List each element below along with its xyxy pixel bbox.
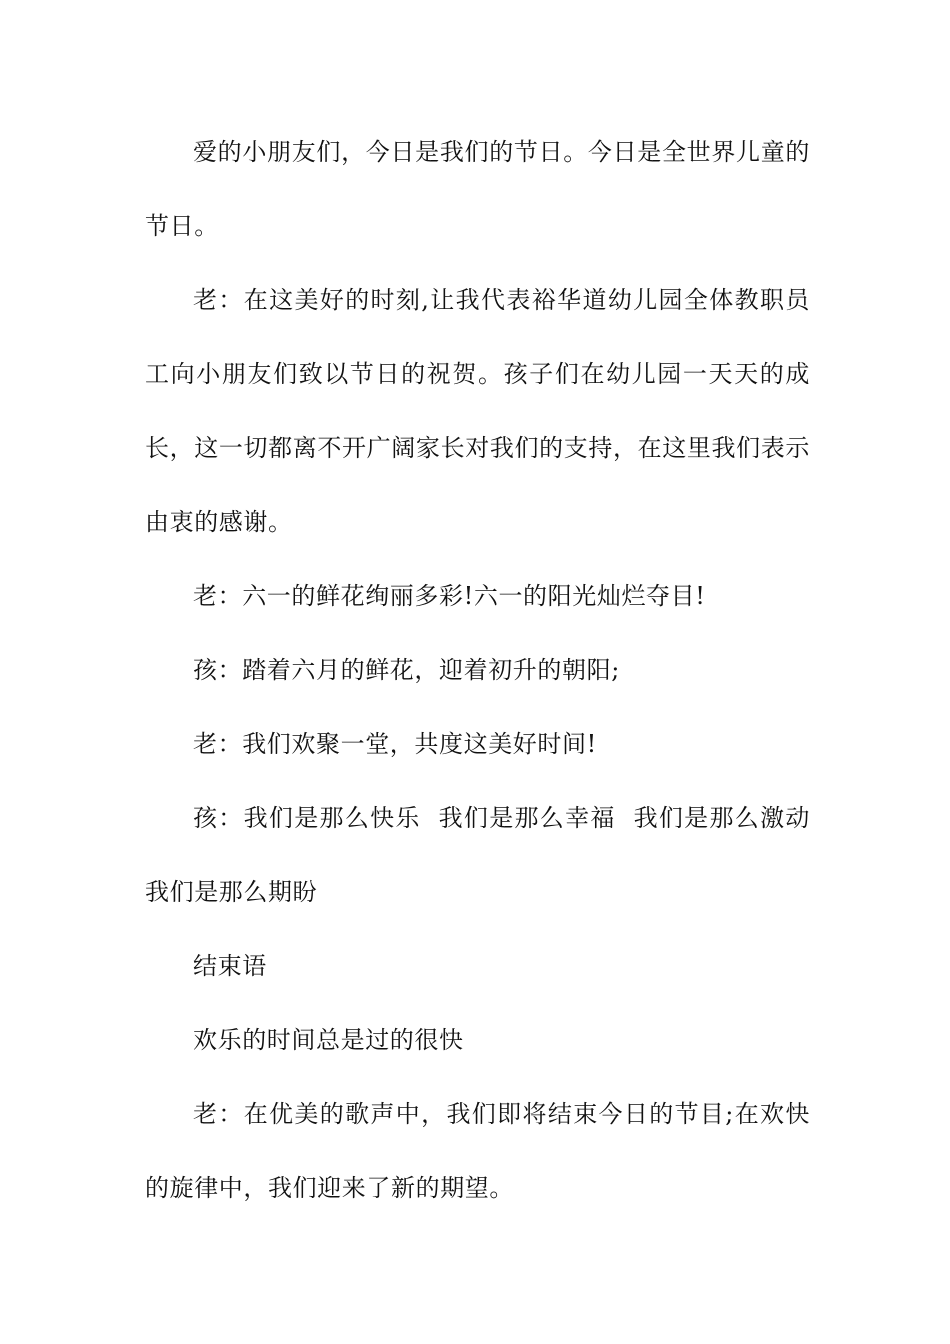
paragraph-greeting: 爱的小朋友们，今日是我们的节日。今日是全世界儿童的节日。: [145, 138, 810, 240]
paragraph-child-june: 孩：踏着六月的鲜花，迎着初升的朝阳;: [193, 656, 620, 684]
paragraph-teacher-flowers: 老：六一的鲜花绚丽多彩!六一的阳光灿烂夺目!: [193, 582, 706, 610]
document-body: [145, 115, 827, 1225]
paragraph-time-flies: 欢乐的时间总是过的很快: [193, 1026, 464, 1054]
paragraph-child-happy: 孩：我们是那么快乐 我们是那么幸福 我们是那么激动 我们是那么期盼: [145, 804, 827, 906]
paragraph-teacher-gather: 老：我们欢聚一堂，共度这美好时间!: [193, 730, 597, 758]
paragraph-teacher-speech: 老：在这美好的时刻,让我代表裕华道幼儿园全体教职员工向小朋友们致以节日的祝贺。孩子们在幼儿园一天天的成长，这一切都离不开广阔家长对我们的支持，在这里我们表示由衷的感谢。: [145, 286, 810, 536]
paragraph-teacher-closing: 老：在优美的歌声中，我们即将结束今日的节目;在欢快的旋律中，我们迎来了新的期望。: [145, 1100, 810, 1202]
section-heading-closing: 结束语: [193, 952, 267, 980]
